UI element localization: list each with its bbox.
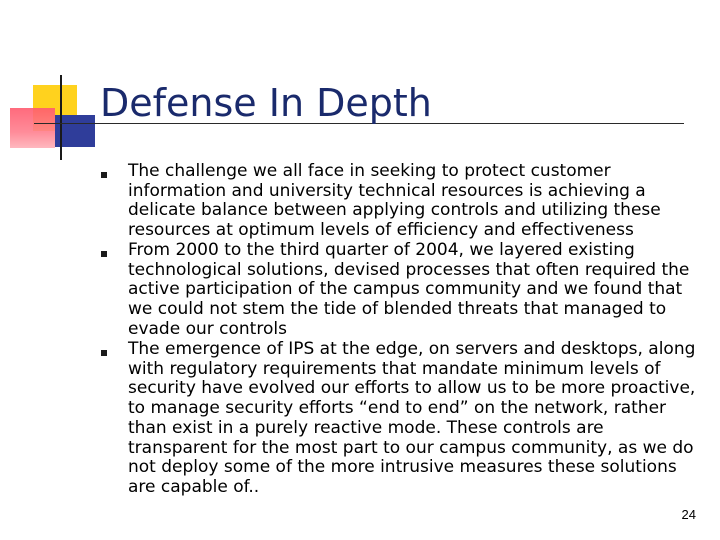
- bullet-square-icon: [101, 172, 107, 178]
- slide-title: Defense In Depth: [100, 81, 432, 125]
- bullet-text: From 2000 to the third quarter of 2004, we layered existing technological solutions, devised processes that often required the active participation of the campus community and we found that we could not stem the tide of blended threats that managed to evade our controls: [128, 240, 690, 339]
- bullet-square-icon: [101, 251, 107, 257]
- decorative-vertical-rule: [60, 75, 62, 160]
- decorative-red-square: [10, 108, 55, 148]
- page-number: 24: [681, 507, 696, 522]
- bullet-text: The emergence of IPS at the edge, on servers and desktops, along with regulatory requirements that mandate minimum levels of security have evolved our efforts to allow us to be more proactive, to manage security efforts “end to end” on the network, rather than exist in a purely reactive mode. These controls are transparent for the most part to our campus community, as we do not deploy some of the more intrusive measures these solutions are capable of..: [128, 339, 696, 497]
- bullet-square-icon: [101, 350, 107, 356]
- bullet-text: The challenge we all face in seeking to protect customer information and university technical resources is achieving a delicate balance between applying controls and utilizing these resources at optimum levels of efficiency and effectiveness: [128, 161, 661, 241]
